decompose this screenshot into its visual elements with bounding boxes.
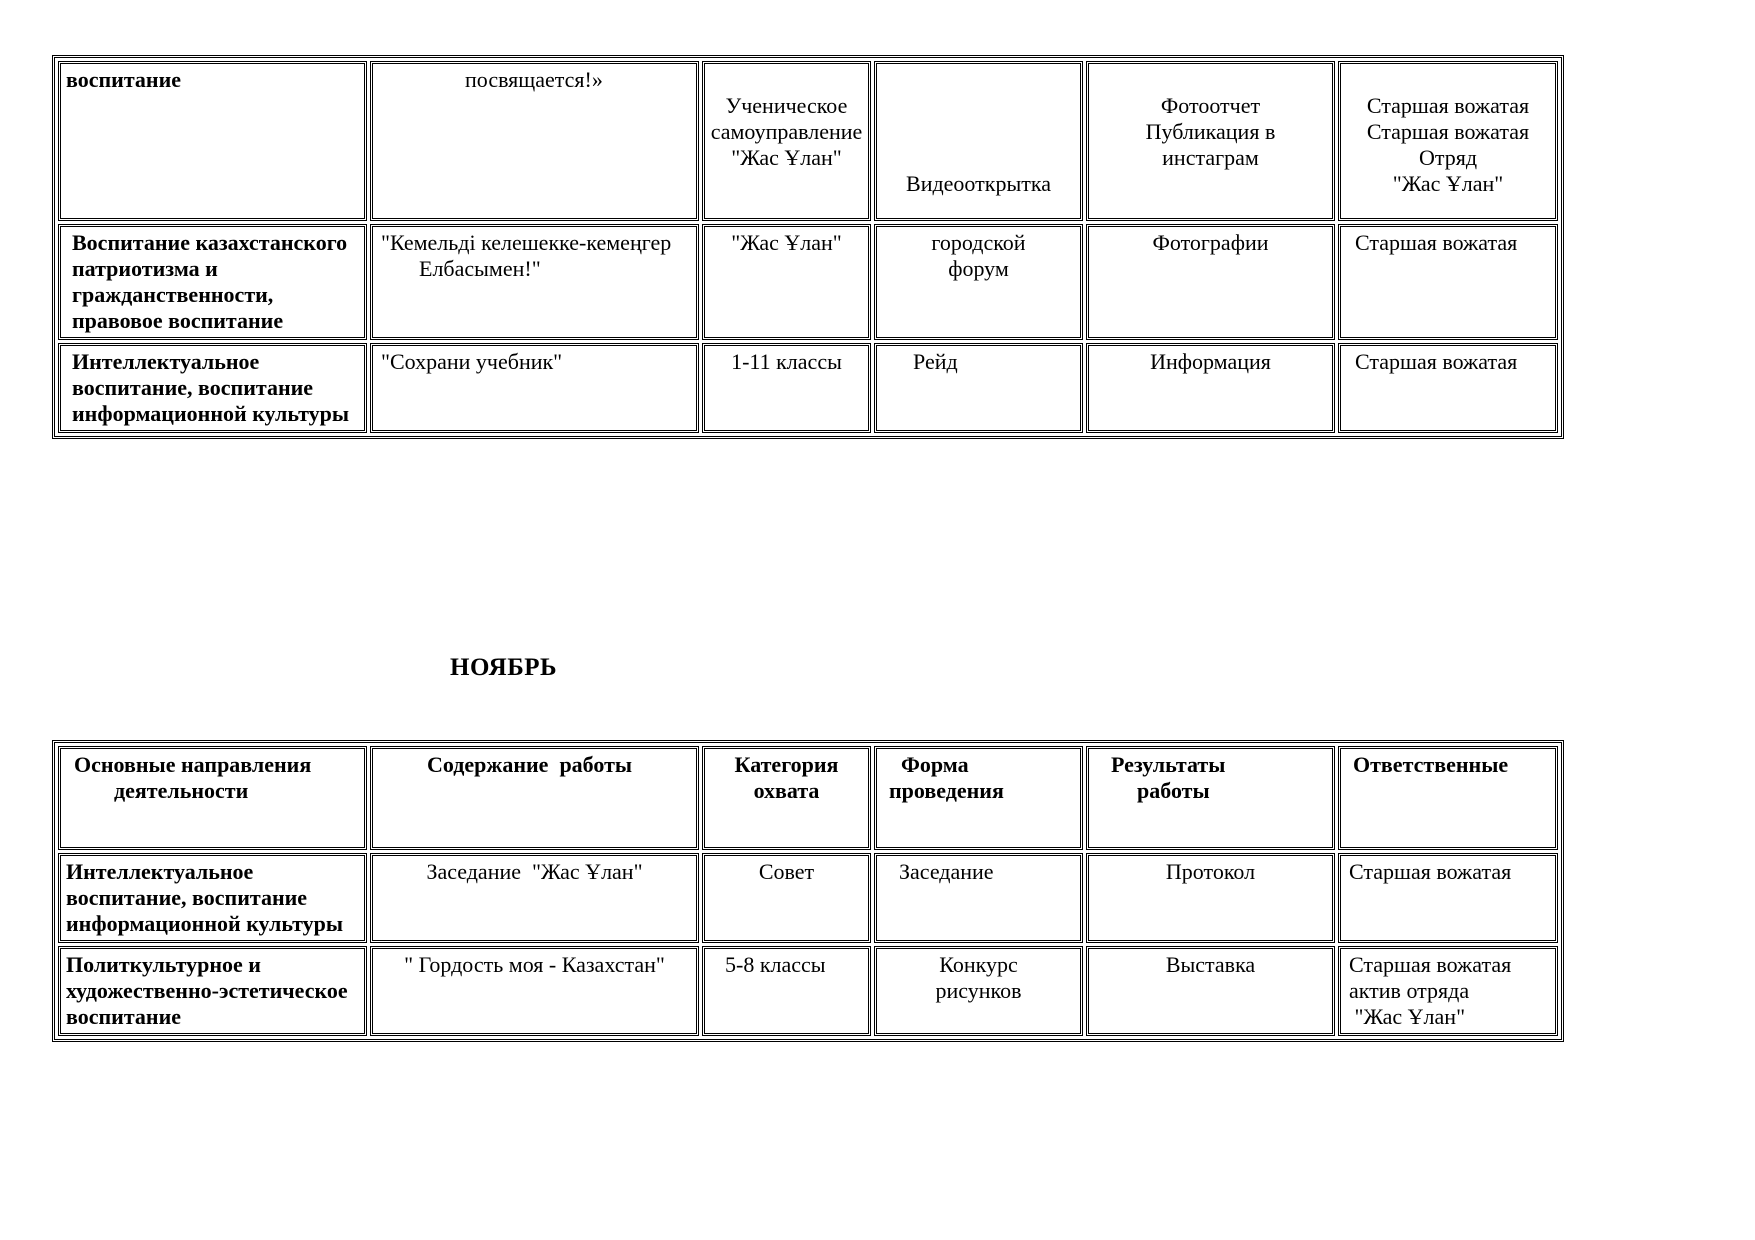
table-row <box>58 343 1558 433</box>
cell-text: патриотизма и <box>72 256 218 281</box>
cell-text: Заседание "Жас Ұлан" <box>426 859 643 884</box>
results-cell <box>1086 946 1335 1036</box>
content-cell <box>370 853 699 943</box>
responsible-cell <box>1338 61 1558 221</box>
cell-text: Интеллектуальное <box>66 859 254 884</box>
results-cell <box>1086 224 1335 340</box>
direction-cell <box>58 224 367 340</box>
form-cell <box>874 343 1083 433</box>
cell-text: городской <box>931 230 1026 255</box>
category-cell <box>702 224 871 340</box>
cell-text: воспитание <box>66 67 182 92</box>
results-cell <box>1086 61 1335 221</box>
cell-text: актив отряда <box>1349 978 1470 1003</box>
cell-text: Информация <box>1150 349 1271 374</box>
header-text: Результаты <box>1111 752 1226 777</box>
cell-text: "Жас Ұлан" <box>1392 171 1504 196</box>
cell-text: Фотоотчет <box>1160 93 1261 118</box>
cell-text: Старшая вожатая <box>1355 230 1518 255</box>
cell-text: художественно-эстетическое <box>66 978 348 1003</box>
cell-text: Совет <box>758 859 815 884</box>
cell-text: "Сохрани учебник" <box>381 349 563 374</box>
cell-text: Старшая вожатая <box>1349 952 1512 977</box>
form-cell <box>874 946 1083 1036</box>
responsible-cell <box>1338 946 1558 1036</box>
table-row <box>58 61 1558 221</box>
cell-text: "Кемельді келешекке-кемеңгер <box>381 230 672 255</box>
cell-text: 1-11 классы <box>731 349 842 374</box>
header-direction <box>58 746 367 850</box>
table-row <box>58 853 1558 943</box>
content-cell <box>370 61 699 221</box>
content-cell <box>370 946 699 1036</box>
cell-text: " Гордость моя - Казахстан" <box>404 952 665 977</box>
plan-table-continuation <box>52 55 1564 439</box>
form-cell <box>874 61 1083 221</box>
results-cell <box>1086 853 1335 943</box>
cell-text: воспитание, воспитание <box>66 885 308 910</box>
form-cell <box>874 853 1083 943</box>
cell-text: Конкурс <box>939 952 1018 977</box>
results-cell <box>1086 343 1335 433</box>
cell-text: Старшая вожатая <box>1366 119 1530 144</box>
header-text: охвата <box>753 778 820 803</box>
header-content <box>370 746 699 850</box>
header-text: Категория <box>734 752 839 777</box>
header-text: работы <box>1137 778 1210 803</box>
header-text: деятельности <box>114 778 249 803</box>
cell-text: Выставка <box>1165 952 1256 977</box>
responsible-cell <box>1338 224 1558 340</box>
content-cell <box>370 224 699 340</box>
cell-text: Отряд <box>1418 145 1478 170</box>
direction-cell <box>58 946 367 1036</box>
category-cell <box>702 946 871 1036</box>
cell-text: воспитание, воспитание <box>72 375 314 400</box>
cell-text: "Жас Ұлан" <box>1349 1004 1466 1029</box>
cell-text: Старшая вожатая <box>1366 93 1530 118</box>
cell-text: Воспитание казахстанского <box>72 230 348 255</box>
content-cell <box>370 343 699 433</box>
category-cell <box>702 343 871 433</box>
cell-text: Фотографии <box>1152 230 1269 255</box>
cell-text: Заседание <box>899 859 994 884</box>
table-row <box>58 224 1558 340</box>
table-row <box>58 946 1558 1036</box>
cell-text: воспитание <box>66 1004 182 1029</box>
header-text: Ответственные <box>1353 752 1509 777</box>
cell-text: "Жас Ұлан" <box>731 145 842 170</box>
header-text: Содержание работы <box>427 752 633 777</box>
cell-text: Ученическое <box>725 93 848 118</box>
header-category <box>702 746 871 850</box>
cell-text: информационной культуры <box>66 911 344 936</box>
header-text: проведения <box>889 778 1004 803</box>
cell-text: самоуправление <box>710 119 863 144</box>
header-results <box>1086 746 1335 850</box>
direction-cell <box>58 343 367 433</box>
cell-text: Старшая вожатая <box>1355 349 1518 374</box>
cell-text: Рейд <box>913 349 958 374</box>
direction-cell <box>58 853 367 943</box>
header-form <box>874 746 1083 850</box>
cell-text: Публикация в <box>1145 119 1276 144</box>
cell-text: 5-8 классы <box>725 952 826 977</box>
header-responsible <box>1338 746 1558 850</box>
table-header-row <box>58 746 1558 850</box>
direction-cell <box>58 61 367 221</box>
plan-table-november <box>52 740 1564 1042</box>
form-cell <box>874 224 1083 340</box>
cell-text: инстаграм <box>1162 145 1259 170</box>
cell-text: Протокол <box>1165 859 1256 884</box>
cell-text: Елбасымен!" <box>419 256 541 281</box>
cell-text: рисунков <box>935 978 1022 1003</box>
cell-text: "Жас Ұлан" <box>731 230 842 255</box>
cell-text: Политкультурное и <box>66 952 261 977</box>
cell-text: форум <box>948 256 1009 281</box>
header-text: Основные направления <box>74 752 312 777</box>
cell-text: правовое воспитание <box>72 308 284 333</box>
cell-text: Старшая вожатая <box>1349 859 1512 884</box>
responsible-cell <box>1338 343 1558 433</box>
cell-text: гражданственности, <box>72 282 274 307</box>
responsible-cell <box>1338 853 1558 943</box>
cell-text: посвящается!» <box>465 67 603 92</box>
cell-text: информационной культуры <box>72 401 350 426</box>
category-cell <box>702 61 871 221</box>
header-text: Форма <box>901 752 969 777</box>
month-title: НОЯБРЬ <box>450 654 558 681</box>
cell-text: Видеооткрытка <box>906 171 1051 196</box>
cell-text: Интеллектуальное <box>72 349 260 374</box>
category-cell <box>702 853 871 943</box>
